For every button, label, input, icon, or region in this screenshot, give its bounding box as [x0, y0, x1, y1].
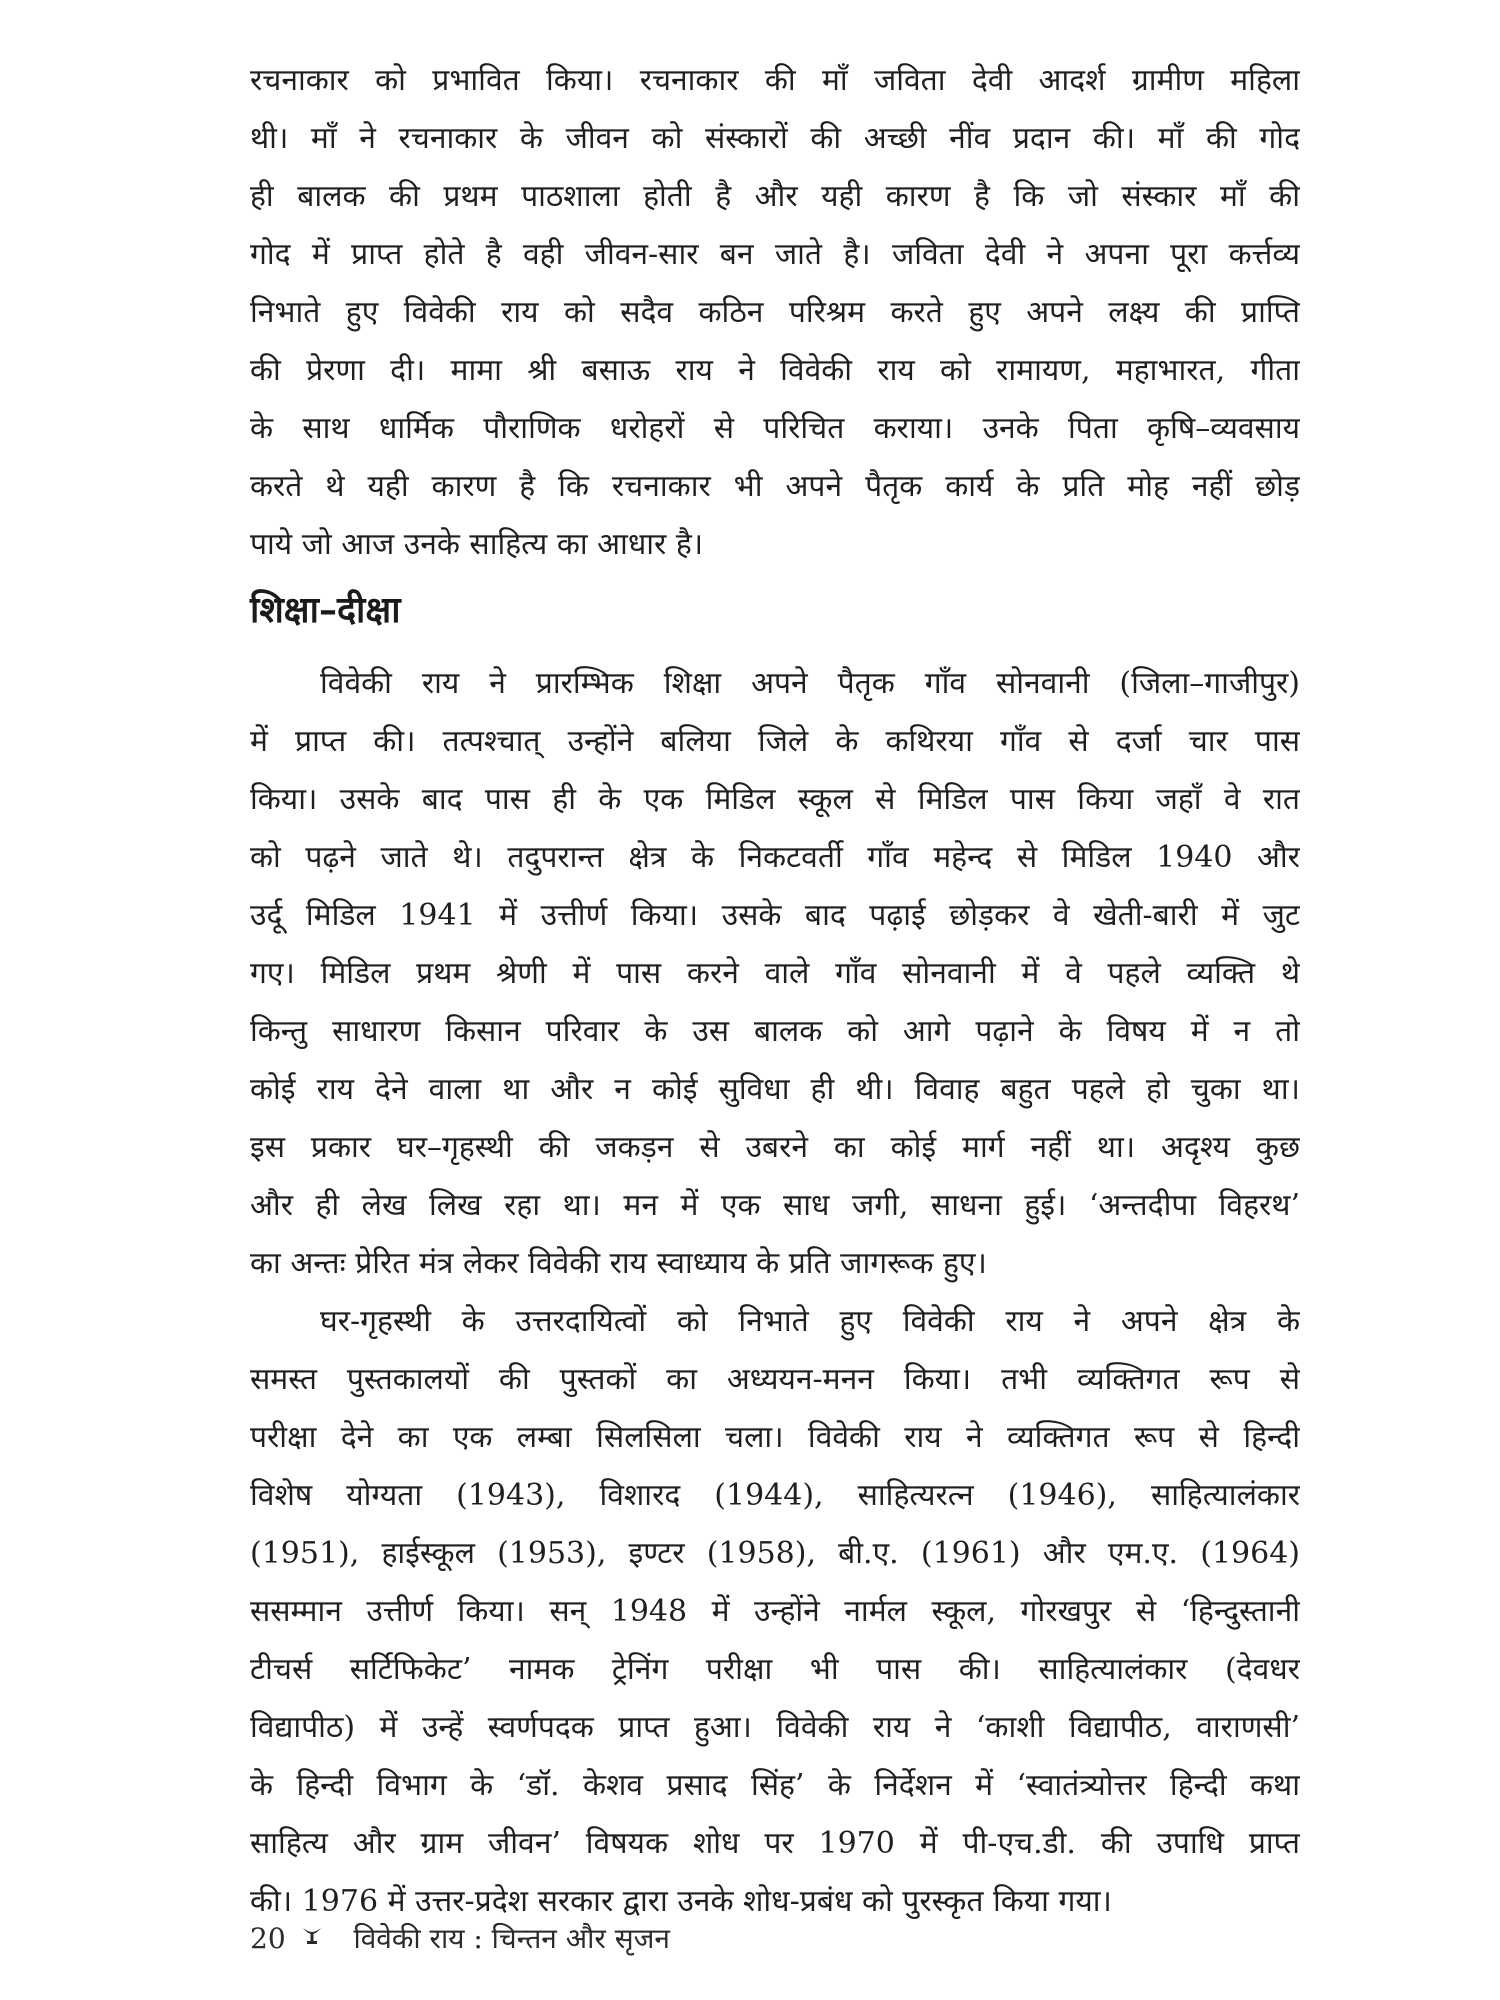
text-line: समस्त पुस्तकालयों की पुस्तकों का अध्ययन-मनन किया। तभी व्यक्तिगत रूप से — [250, 1362, 1300, 1397]
intro-paragraph — [250, 52, 1300, 574]
text-line: गए। मिडिल प्रथम श्रेणी में पास करने वाले गाँव सोनवानी में वे पहले व्यक्ति थे — [250, 956, 1300, 991]
text-line: किन्तु साधारण किसान परिवार के उस बालक को आगे पढ़ाने के विषय में न तो — [250, 1014, 1300, 1049]
lamp-ornament-icon — [301, 1918, 323, 1958]
text-line: के हिन्दी विभाग के ‘डॉ. केशव प्रसाद सिंह’ के निर्देशन में ‘स्वातंत्र्योत्तर हिन्दी कथा — [250, 1768, 1300, 1803]
text-line: इस प्रकार घर–गृहस्थी की जकड़न से उबरने का कोई मार्ग नहीं था। अदृश्य कुछ — [250, 1130, 1300, 1165]
text-line: निभाते हुए विवेकी राय को सदैव कठिन परिश्रम करते हुए अपने लक्ष्य की प्राप्ति — [250, 295, 1300, 330]
book-title: विवेकी राय : चिन्तन और सृजन — [353, 1922, 670, 1955]
text-line: साहित्य और ग्राम जीवन’ विषयक शोध पर 1970 में पी-एच.डी. की उपाधि प्राप्त — [250, 1826, 1300, 1861]
text-line: पाये जो आज उनके साहित्य का आधार है। — [250, 527, 704, 562]
paragraph-early-education — [250, 655, 1300, 1293]
text-line: करते थे यही कारण है कि रचनाकार भी अपने पैतृक कार्य के प्रति मोह नहीं छोड़ — [250, 469, 1300, 504]
text-line: टीचर्स सर्टिफिकेट’ नामक ट्रेनिंग परीक्षा भी पास की। साहित्यालंकार (देवधर — [250, 1652, 1300, 1687]
page-number: 20 — [250, 1922, 286, 1955]
text-line: थी। माँ ने रचनाकार के जीवन को संस्कारों की अच्छी नींव प्रदान की। माँ की गोद — [250, 121, 1300, 156]
text-line: विशेष योग्यता (1943), विशारद (1944), साहित्यरत्न (1946), साहित्यालंकार — [250, 1478, 1300, 1513]
text-line: ससम्मान उत्तीर्ण किया। सन् 1948 में उन्होंने नार्मल स्कूल, गोरखपुर से ‘हिन्दुस्तानी — [250, 1594, 1300, 1629]
text-line: ही बालक की प्रथम पाठशाला होती है और यही कारण है कि जो संस्कार माँ की — [250, 179, 1300, 214]
text-line: परीक्षा देने का एक लम्बा सिलसिला चला। विवेकी राय ने व्यक्तिगत रूप से हिन्दी — [250, 1420, 1300, 1455]
text-line: का अन्तः प्रेरित मंत्र लेकर विवेकी राय स्वाध्याय के प्रति जागरूक हुए। — [250, 1246, 987, 1281]
text-line: की। 1976 में उत्तर-प्रदेश सरकार द्वारा उनके शोध-प्रबंध को पुरस्कृत किया गया। — [250, 1884, 1112, 1919]
text-line: की प्रेरणा दी। मामा श्री बसाऊ राय ने विवेकी राय को रामायण, महाभारत, गीता — [250, 353, 1300, 388]
text-line: घर-गृहस्थी के उत्तरदायित्वों को निभाते हुए विवेकी राय ने अपने क्षेत्र के — [320, 1304, 1300, 1339]
text-line: के साथ धार्मिक पौराणिक धरोहरों से परिचित कराया। उनके पिता कृषि–व्यवसाय — [250, 411, 1300, 446]
section-body — [250, 655, 1300, 1931]
text-line: उर्दू मिडिल 1941 में उत्तीर्ण किया। उसके बाद पढ़ाई छोड़कर वे खेती-बारी में जुट — [250, 898, 1300, 933]
text-line: को पढ़ने जाते थे। तदुपरान्त क्षेत्र के निकटवर्ती गाँव महेन्द से मिडिल 1940 और — [250, 840, 1300, 875]
text-line: रचनाकार को प्रभावित किया। रचनाकार की माँ जविता देवी आदर्श ग्रामीण महिला — [250, 63, 1300, 98]
text-line: गोद में प्राप्त होते है वही जीवन-सार बन जाते है। जविता देवी ने अपना पूरा कर्त्तव्य — [250, 237, 1300, 272]
text-line: कोई राय देने वाला था और न कोई सुविधा ही थी। विवाह बहुत पहले हो चुका था। — [250, 1072, 1300, 1107]
page-footer — [250, 1918, 670, 1959]
text-line: में प्राप्त की। तत्पश्चात् उन्होंने बलिया जिले के कथिरया गाँव से दर्जा चार पास — [250, 724, 1300, 759]
text-line: विद्यापीठ) में उन्हें स्वर्णपदक प्राप्त हुआ। विवेकी राय ने ‘काशी विद्यापीठ, वाराणसी’ — [250, 1710, 1300, 1745]
section-heading: शिक्षा–दीक्षा — [250, 589, 401, 631]
paragraph-higher-education — [250, 1293, 1300, 1931]
text-line: (1951), हाईस्कूल (1953), इण्टर (1958), बी.ए. (1961) और एम.ए. (1964) — [250, 1536, 1300, 1571]
text-line: विवेकी राय ने प्रारम्भिक शिक्षा अपने पैतृक गाँव सोनवानी (जिला–गाजीपुर) — [320, 666, 1300, 701]
text-line: किया। उसके बाद पास ही के एक मिडिल स्कूल से मिडिल पास किया जहाँ वे रात — [250, 782, 1300, 817]
text-line: और ही लेख लिख रहा था। मन में एक साध जगी, साधना हुई। ‘अन्तदीपा विहरथ’ — [250, 1188, 1300, 1223]
